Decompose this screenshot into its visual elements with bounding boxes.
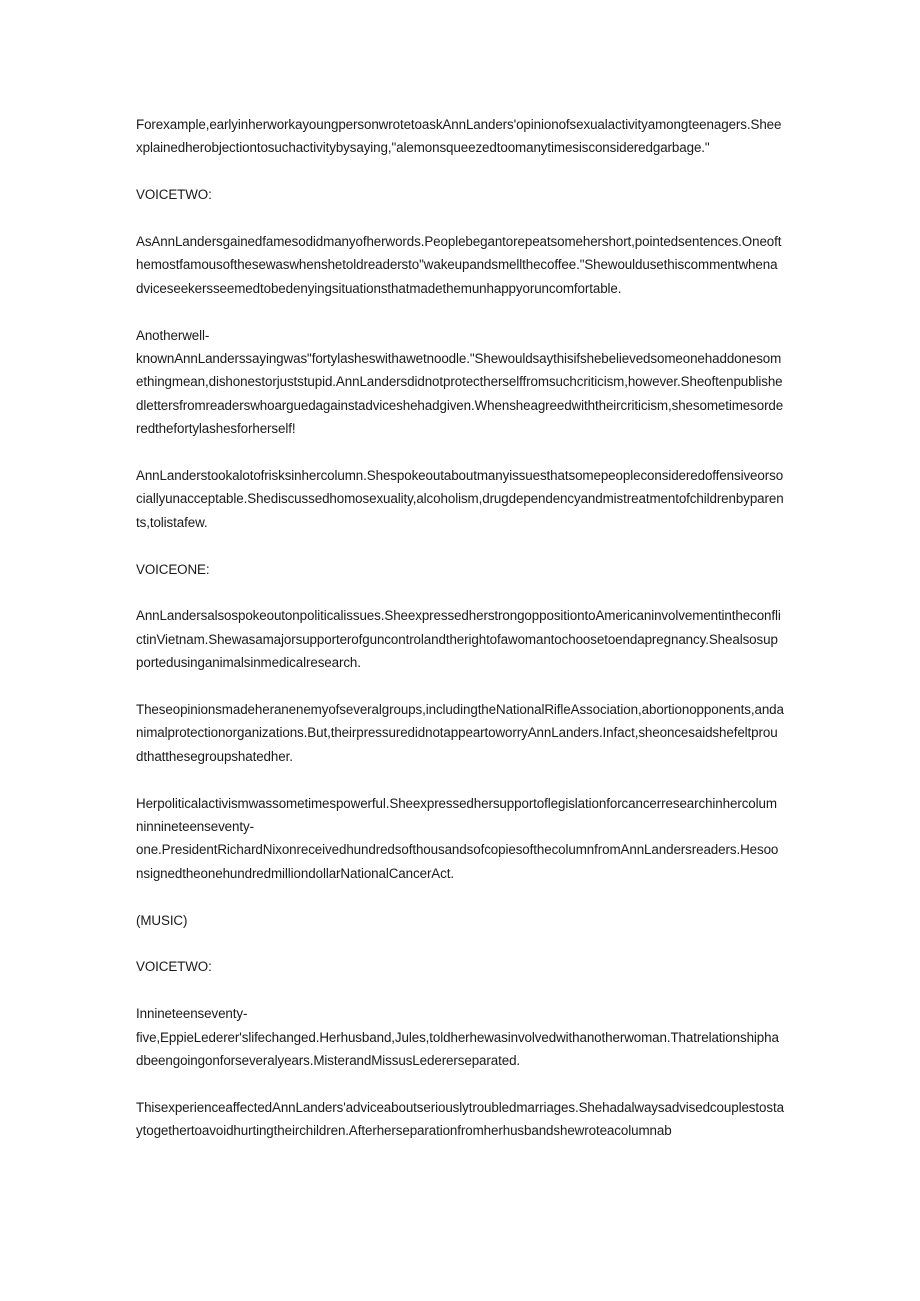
speaker-label-voice-one: VOICEONE: bbox=[136, 561, 210, 577]
paragraph-cancer-act: Herpoliticalactivismwassometimespowerful.Sheexpressedhersupportoflegislationforcancerresearchinhercolumninnineteenseventy- one.PresidentRichardNixonreceivedhundredsofthousandsofcopiesofthecolumnfromAnnLandersreaders.HesoonsignedtheonehundredmilliondollarNationalCancerAct. bbox=[136, 795, 779, 881]
paragraph-marriage-advice: ThisexperienceaffectedAnnLanders'adviceaboutseriouslytroubledmarriages.Shehadalwaysadvisedcouplestostaytogethertoavoidhurtingtheirchildren.Afterherseparationfromherhusbandshewroteacolumnab bbox=[136, 1099, 784, 1139]
paragraph-lemon-quote: Forexample,earlyinherworkayoungpersonwrotetoaskAnnLanders'opinionofsexualactivityamongteenagers.Sheexplainedherobjectiontosuchactivitybysaying,"alemonsqueezedtoomanytimesisconsideredgarbage." bbox=[136, 117, 782, 156]
paragraph-political-issues: AnnLandersalsospokeoutonpoliticalissues.SheexpressedherstrongoppositiontoAmericaninvolvementintheconflictinVietnam.Shewasamajorsupporterofguncontrolandtherightofawomantochoosetoendapregnancy.Shealsosupportedusinganimalsinmedicalresearch. bbox=[136, 608, 781, 671]
music-cue: (MUSIC) bbox=[136, 912, 188, 928]
document-page bbox=[136, 113, 784, 1166]
paragraph-enemies: Theseopinionsmadeheranenemyofseveralgroups,includingtheNationalRifleAssociation,abortionopponents,andanimalprotectionorganizations.But,theirpressuredidnotappeartoworryAnnLanders.Infact,sheoncesaidshefeltproudthatthesegroupshatedher. bbox=[136, 702, 784, 764]
paragraph-risks: AnnLanderstookalotofrisksinhercolumn.Shespokeoutaboutmanyissuesthatsomepeopleconsideredoffensiveorsociallyunacceptable.Shediscussedhomosexuality,alcoholism,drugdependencyandmistreatmentofchildrenbyparents,tolistafew. bbox=[136, 468, 784, 530]
paragraph-separation: Innineteenseventy- five,EppieLederer'slifechanged.Herhusband,Jules,toldherhewasinvolvedwithanotherwoman.Thatrelationshiphadbeengoingonforseveralyears.MisterandMissusLedererseparated. bbox=[136, 1006, 779, 1069]
paragraph-coffee-quote: AsAnnLandersgainedfamesodidmanyofherwords.Peoplebegantorepeatsomehershort,pointedsentences.Oneofthemostfamousofthesewaswhenshetoldreadersto"wakeupandsmellthecoffee."Shewouldusethiscommentwhenadviceseekersseemedtobedenyingsituationsthatmadethemunhappyoruncomfortable. bbox=[136, 234, 782, 296]
paragraph-wet-noodle: Anotherwell- knownAnnLanderssayingwas"fortylasheswithawetnoodle."Shewouldsaythisifshebelievedsomeonehaddonesomethingmean,dishonestorjuststupid.AnnLandersdidnotprotectherselffromsuchcriticism,however.Sheoftenpublishedlettersfromreaderswhoarguedagainstadviceshehadgiven.Whensheagreedwiththeircriticism,shesometimesorderedthefortylashesforherself! bbox=[136, 327, 784, 437]
speaker-label-voice-two: VOICETWO: bbox=[136, 187, 212, 203]
speaker-label-voice-two-2: VOICETWO: bbox=[136, 959, 212, 975]
